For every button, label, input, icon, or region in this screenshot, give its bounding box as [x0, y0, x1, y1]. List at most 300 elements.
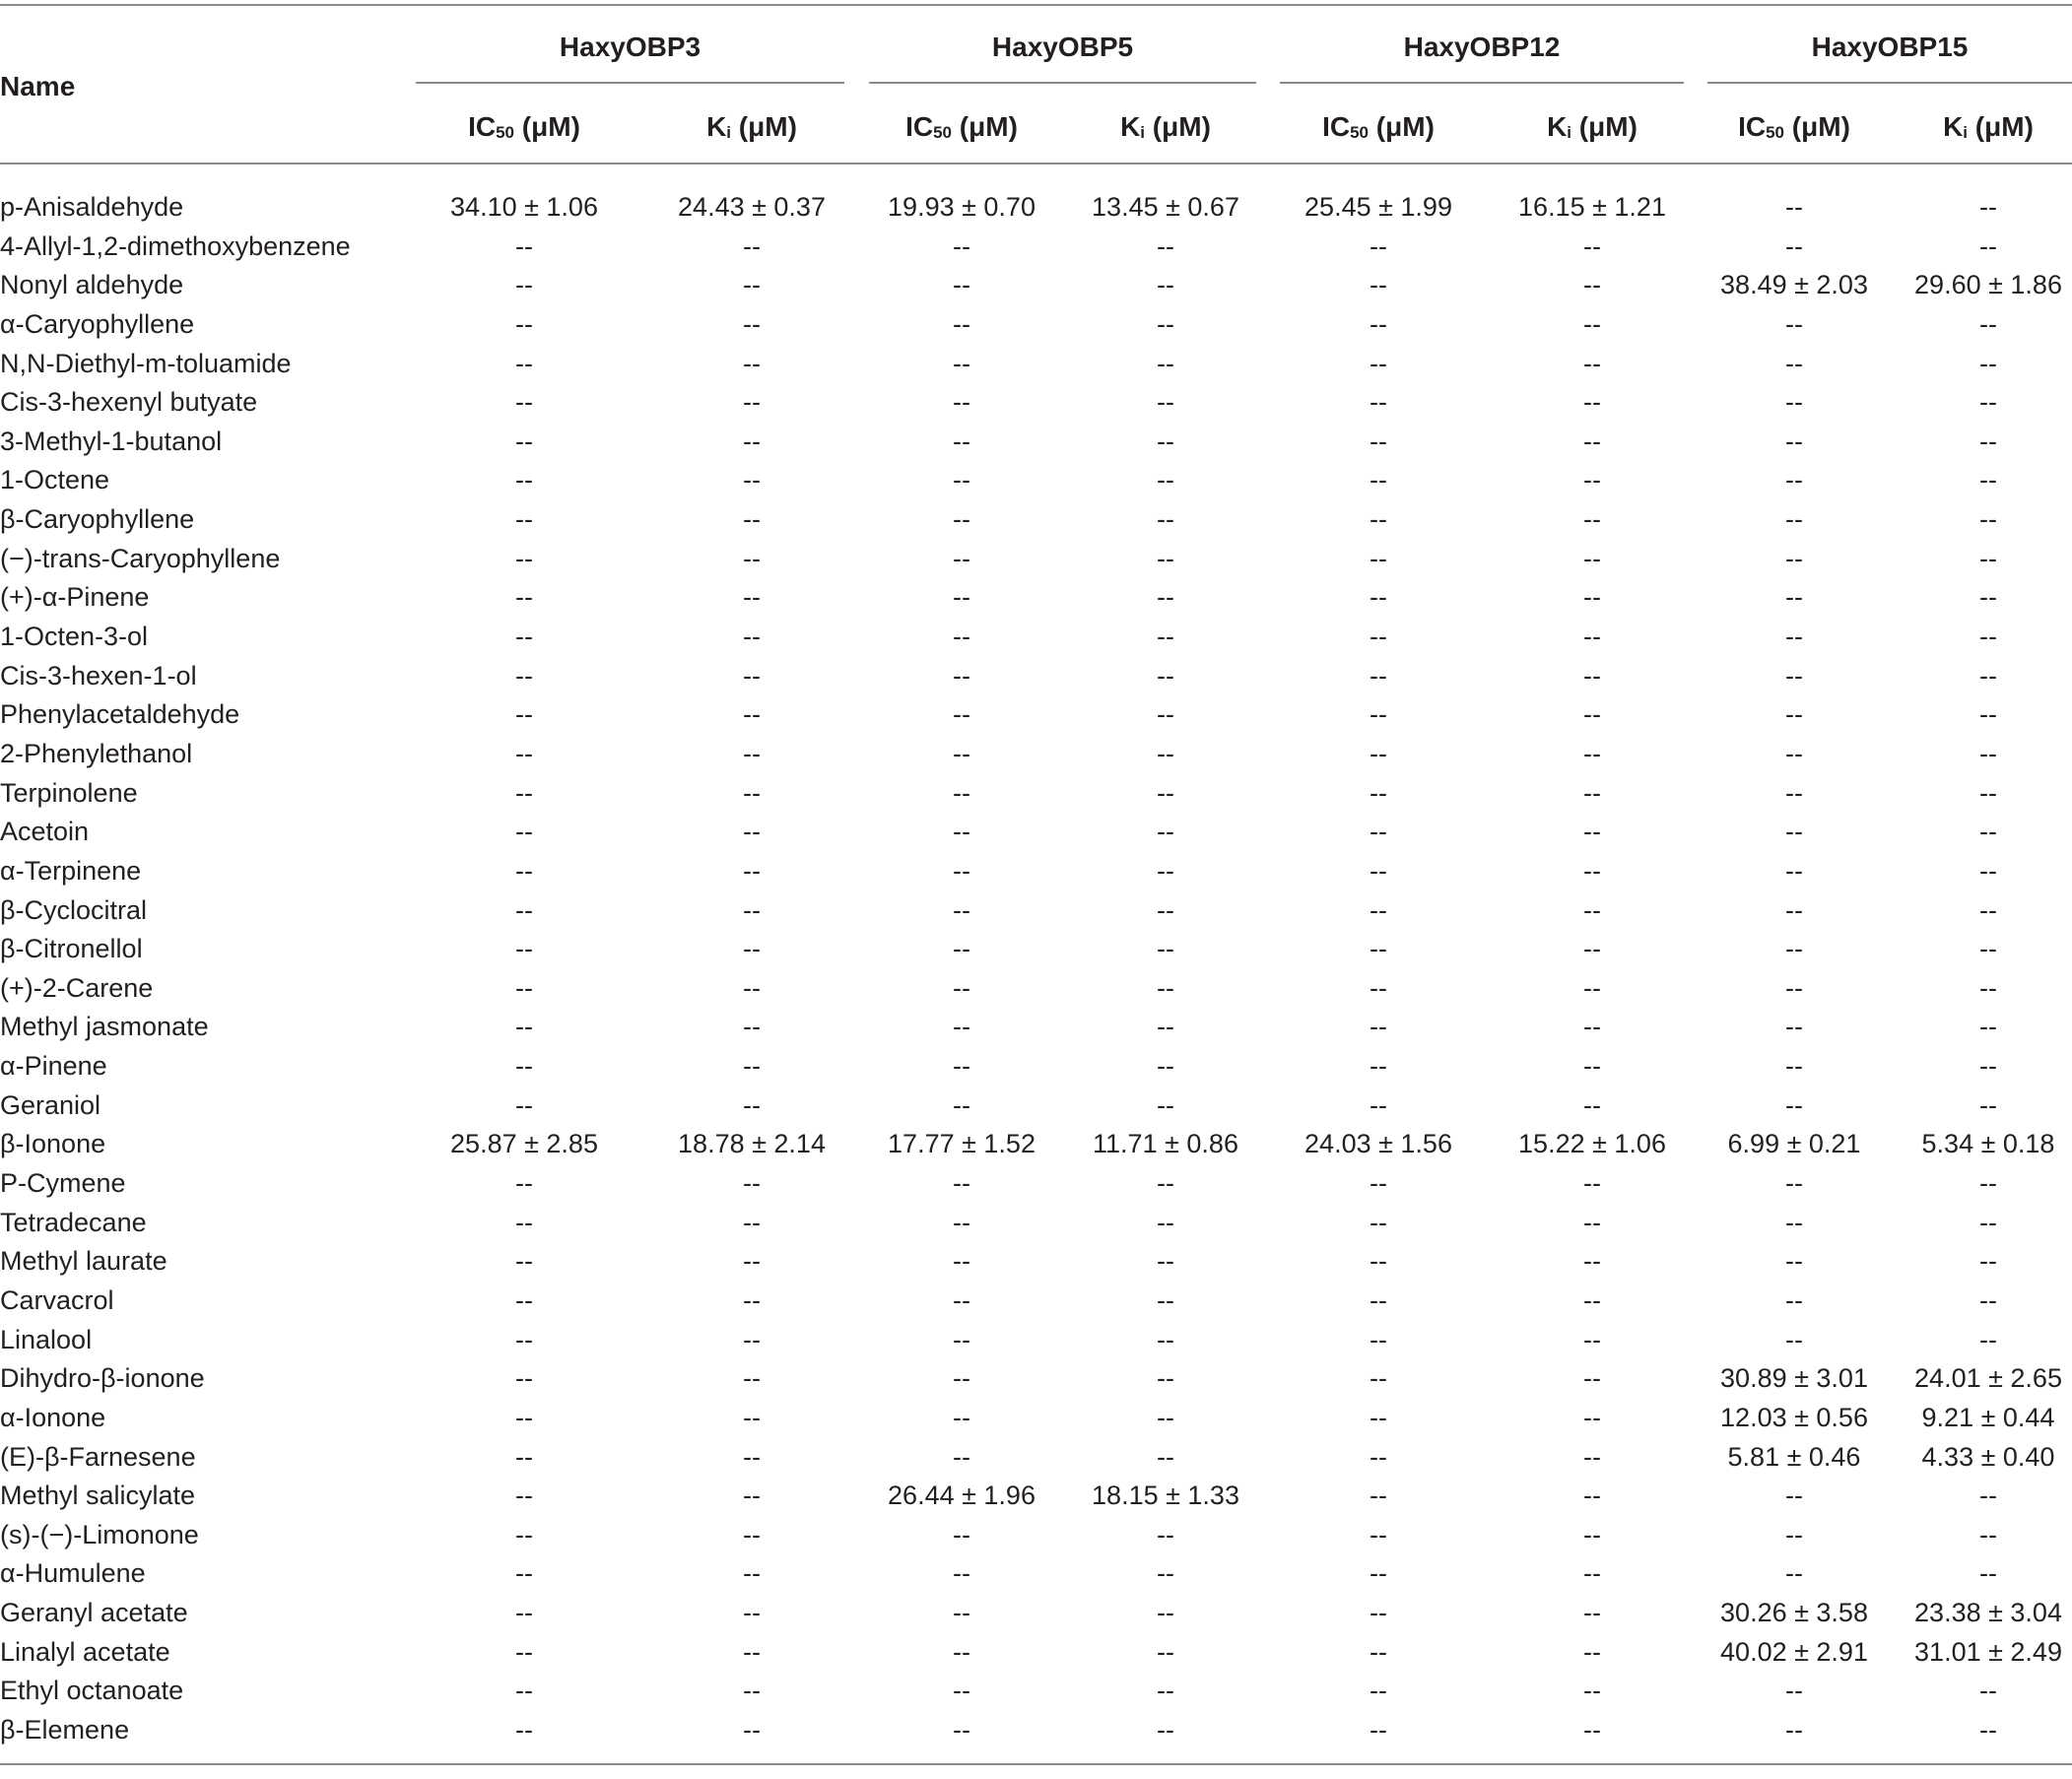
ic50-value: --	[1370, 308, 1387, 339]
ic50-value: --	[1370, 1714, 1387, 1745]
compound-name: Methyl jasmonate	[0, 1012, 209, 1042]
ic50-value: --	[1370, 817, 1387, 847]
ki-value: --	[743, 817, 761, 847]
ki-value: --	[1583, 582, 1601, 613]
ic50-value: --	[1785, 1676, 1803, 1706]
ic50-value: --	[953, 1636, 970, 1667]
ic50-value: --	[1785, 622, 1803, 652]
ic50-value: --	[515, 1168, 533, 1199]
ic50-value: --	[515, 1012, 533, 1042]
ki-value: --	[1157, 1598, 1174, 1628]
header-bottom-rule	[0, 163, 2072, 165]
ki-value: --	[743, 622, 761, 652]
ic50-value: --	[1370, 777, 1387, 808]
ic50-value: --	[953, 1519, 970, 1549]
ki-value: --	[1979, 1285, 1997, 1315]
ic50-value: --	[1785, 543, 1803, 573]
ki-value: --	[1157, 934, 1174, 964]
ki-value: --	[743, 1519, 761, 1549]
ic50-value: --	[953, 465, 970, 495]
table-row	[0, 266, 2072, 305]
ic50-value: --	[1785, 231, 1803, 261]
ic50-value: --	[515, 1519, 533, 1549]
compound-name: α-Ionone	[0, 1402, 106, 1432]
ki-value: --	[1583, 1089, 1601, 1120]
ki-value: --	[1583, 270, 1601, 300]
ic50-value: --	[1785, 1558, 1803, 1589]
ki-value: --	[743, 1363, 761, 1394]
ic50-value: --	[1785, 1168, 1803, 1199]
ki-value: --	[743, 1324, 761, 1354]
ic50-value: --	[1370, 387, 1387, 418]
ic50-value: --	[953, 348, 970, 378]
compound-name: α-Pinene	[0, 1051, 107, 1082]
ki-value: --	[1157, 972, 1174, 1003]
ki-value: --	[743, 934, 761, 964]
table-row	[0, 969, 2072, 1009]
ki-value: --	[1979, 543, 1997, 573]
ic50-value: 24.03 ± 1.56	[1304, 1129, 1452, 1159]
ki-value: --	[1583, 1481, 1601, 1511]
ki-value: --	[1157, 1676, 1174, 1706]
ki-value: --	[1583, 934, 1601, 964]
ki-value: --	[1583, 1402, 1601, 1432]
ki-value: --	[1583, 348, 1601, 378]
table-row	[0, 1633, 2072, 1673]
ki-value: --	[743, 270, 761, 300]
ic50-value: --	[1785, 1012, 1803, 1042]
ki-value: --	[1583, 1051, 1601, 1082]
ki-value: --	[743, 972, 761, 1003]
ic50-value: --	[515, 1676, 533, 1706]
ki-value: --	[1157, 1012, 1174, 1042]
table-row	[0, 774, 2072, 814]
ki-value: --	[1157, 855, 1174, 886]
ki-value: --	[1157, 1051, 1174, 1082]
ki-value: --	[743, 1089, 761, 1120]
compound-name: Cis-3-hexen-1-ol	[0, 660, 197, 691]
ic50-value: --	[1370, 934, 1387, 964]
ic50-value: --	[953, 894, 970, 925]
table-row	[0, 500, 2072, 540]
table-body	[0, 188, 2072, 1750]
compound-name: Nonyl aldehyde	[0, 270, 184, 300]
table-row	[0, 1672, 2072, 1711]
ki-value: --	[743, 1285, 761, 1315]
ic50-value: 38.49 ± 2.03	[1720, 270, 1868, 300]
compound-name: β-Cyclocitral	[0, 894, 148, 925]
ic50-value: --	[515, 582, 533, 613]
ic50-value: 30.89 ± 3.01	[1720, 1363, 1868, 1394]
ki-value: --	[1157, 504, 1174, 535]
ic50-value: --	[953, 622, 970, 652]
ki-value: --	[1157, 348, 1174, 378]
ic50-value: --	[515, 622, 533, 652]
compound-name: Geraniol	[0, 1089, 101, 1120]
ki-value: --	[1583, 1246, 1601, 1277]
ki-value: --	[743, 1246, 761, 1277]
ic50-value: --	[953, 1246, 970, 1277]
compound-name: Linalool	[0, 1324, 93, 1354]
group-rule-haxyobp12	[1280, 82, 1684, 84]
ic50-value: --	[515, 1714, 533, 1745]
ki-value: --	[743, 348, 761, 378]
ic50-value: --	[1370, 1051, 1387, 1082]
ki-value: --	[1979, 972, 1997, 1003]
ic50-value: --	[1785, 348, 1803, 378]
ki-value: --	[1157, 1324, 1174, 1354]
ic50-value: --	[515, 1558, 533, 1589]
group-header-haxyobp5: HaxyOBP5	[991, 32, 1134, 62]
ic50-value: --	[953, 1324, 970, 1354]
ki-value: --	[1157, 777, 1174, 808]
ki-value: --	[1157, 699, 1174, 730]
compound-name: Ethyl octanoate	[0, 1676, 184, 1706]
ic50-value: --	[1370, 1012, 1387, 1042]
ki-value: --	[1979, 1246, 1997, 1277]
ic50-value: --	[953, 504, 970, 535]
ic50-value: --	[1785, 660, 1803, 691]
ki-value: --	[1583, 1636, 1601, 1667]
ic50-value: --	[953, 1714, 970, 1745]
compound-name: α-Terpinene	[0, 855, 142, 886]
table-row	[0, 1399, 2072, 1438]
ic50-value: --	[1785, 1324, 1803, 1354]
ic50-value: --	[515, 231, 533, 261]
ic50-value: --	[1370, 1402, 1387, 1432]
table-row	[0, 423, 2072, 462]
ic50-value: 30.26 ± 3.58	[1720, 1598, 1868, 1628]
ki-value: --	[1157, 1207, 1174, 1237]
table-row	[0, 1554, 2072, 1594]
compound-name: β-Ionone	[0, 1129, 106, 1159]
ki-value: --	[1583, 231, 1601, 261]
ki-value: --	[743, 777, 761, 808]
ic50-value: --	[953, 1285, 970, 1315]
ic50-value: --	[1370, 1598, 1387, 1628]
ic50-value: --	[515, 1598, 533, 1628]
ic50-value: --	[1370, 738, 1387, 768]
ki-value: --	[1157, 1441, 1174, 1472]
table-row	[0, 1008, 2072, 1047]
table-row	[0, 578, 2072, 618]
ic50-value: --	[1785, 934, 1803, 964]
table-row	[0, 228, 2072, 267]
ic50-value: --	[953, 972, 970, 1003]
ic50-value: --	[515, 543, 533, 573]
ki-value: --	[743, 660, 761, 691]
ki-value: --	[743, 231, 761, 261]
ic50-value: --	[515, 1441, 533, 1472]
ki-value: --	[743, 1207, 761, 1237]
ic50-value: --	[515, 1207, 533, 1237]
compound-name: (E)-β-Farnesene	[0, 1441, 196, 1472]
compound-name: Cis-3-hexenyl butyate	[0, 387, 258, 418]
table-row	[0, 1047, 2072, 1087]
compound-name: (−)-trans-Caryophyllene	[0, 543, 281, 573]
ki-value: --	[743, 1168, 761, 1199]
ki-value: --	[1583, 1676, 1601, 1706]
table-row	[0, 930, 2072, 969]
ic50-value: 17.77 ± 1.52	[888, 1129, 1036, 1159]
ic50-value: 5.81 ± 0.46	[1727, 1441, 1861, 1472]
ic50-value: --	[515, 1481, 533, 1511]
ki-value: 4.33 ± 0.40	[1921, 1441, 2055, 1472]
ic50-header: $IC_{50}$ (μM)	[468, 111, 580, 142]
ki-value: --	[1979, 308, 1997, 339]
ic50-value: --	[1785, 1246, 1803, 1277]
compound-name: Linalyl acetate	[0, 1636, 170, 1667]
ic50-value: --	[1370, 1168, 1387, 1199]
ki-value: --	[743, 1481, 761, 1511]
ki-value: --	[743, 855, 761, 886]
ki-value: --	[1979, 1558, 1997, 1589]
ic50-value: --	[1785, 855, 1803, 886]
ic50-value: --	[1785, 465, 1803, 495]
ki-value: --	[1157, 1363, 1174, 1394]
ki-value: --	[1979, 426, 1997, 456]
ic50-value: --	[515, 1246, 533, 1277]
table-row	[0, 813, 2072, 852]
ic50-value: --	[953, 270, 970, 300]
compound-name: Tetradecane	[0, 1207, 147, 1237]
ic50-value: --	[1785, 426, 1803, 456]
ic50-value: --	[1370, 699, 1387, 730]
ic50-value: 19.93 ± 0.70	[888, 192, 1036, 222]
ki-value: --	[743, 543, 761, 573]
ic50-value: --	[1370, 622, 1387, 652]
ki-value: --	[1583, 1168, 1601, 1199]
ic50-value: --	[515, 817, 533, 847]
ki-value: --	[743, 1402, 761, 1432]
compound-name: Acetoin	[0, 817, 90, 847]
ic50-value: --	[515, 699, 533, 730]
ic50-value: 34.10 ± 1.06	[450, 192, 598, 222]
ic50-value: --	[515, 660, 533, 691]
table-bottom-rule	[0, 1763, 2072, 1765]
ki-value: --	[1583, 660, 1601, 691]
ic50-value: --	[953, 1363, 970, 1394]
ki-value: --	[743, 1598, 761, 1628]
ki-value: --	[1979, 660, 1997, 691]
ki-value: --	[743, 465, 761, 495]
ki-value: --	[1157, 543, 1174, 573]
ic50-value: --	[1370, 231, 1387, 261]
ki-value: 18.15 ± 1.33	[1092, 1481, 1239, 1511]
ic50-value: --	[515, 465, 533, 495]
table-row	[0, 188, 2072, 228]
compound-name: Carvacrol	[0, 1285, 114, 1315]
ki-value: --	[1583, 543, 1601, 573]
ki-value: --	[1157, 1636, 1174, 1667]
table-row	[0, 1711, 2072, 1750]
ic50-value: --	[1785, 894, 1803, 925]
ki-value: --	[1583, 1519, 1601, 1549]
ic50-value: --	[1370, 1558, 1387, 1589]
ic50-value: --	[953, 1558, 970, 1589]
compound-name: (+)-2-Carene	[0, 972, 154, 1003]
ki-value: --	[743, 894, 761, 925]
table-row	[0, 540, 2072, 579]
ki-value: --	[1583, 1324, 1601, 1354]
ic50-value: --	[1785, 504, 1803, 535]
ic50-value: --	[953, 1441, 970, 1472]
ic50-value: --	[1370, 894, 1387, 925]
ki-value: --	[1583, 1012, 1601, 1042]
ki-value: --	[743, 738, 761, 768]
compound-name: Dihydro-β-ionone	[0, 1363, 205, 1394]
ki-value: --	[1583, 504, 1601, 535]
ki-value: --	[743, 1558, 761, 1589]
ic50-value: --	[515, 270, 533, 300]
ki-value: --	[1583, 1558, 1601, 1589]
ki-value: --	[1583, 972, 1601, 1003]
ki-value: --	[1583, 622, 1601, 652]
ic50-value: --	[1370, 855, 1387, 886]
ki-value: --	[1979, 1089, 1997, 1120]
ic50-value: --	[515, 894, 533, 925]
ic50-value: --	[1785, 738, 1803, 768]
ki-value: --	[743, 1714, 761, 1745]
ki-value: --	[1583, 426, 1601, 456]
ki-value: 31.01 ± 2.49	[1914, 1636, 2062, 1667]
ic50-value: --	[515, 738, 533, 768]
ic50-value: 6.99 ± 0.21	[1727, 1129, 1861, 1159]
ki-value: --	[1979, 777, 1997, 808]
ki-value: --	[1583, 1363, 1601, 1394]
ic50-header: $IC_{50}$ (μM)	[1738, 111, 1850, 142]
compound-name: N,N-Diethyl-m-toluamide	[0, 348, 292, 378]
ic50-value: --	[515, 426, 533, 456]
ic50-value: --	[515, 1089, 533, 1120]
ic50-value: 25.87 ± 2.85	[450, 1129, 598, 1159]
ic50-value: --	[953, 1051, 970, 1082]
table-row	[0, 618, 2072, 657]
compound-name: 2-Phenylethanol	[0, 738, 193, 768]
ic50-value: --	[515, 855, 533, 886]
group-header-haxyobp3: HaxyOBP3	[559, 32, 702, 62]
table-row	[0, 461, 2072, 500]
ki-value: --	[743, 1676, 761, 1706]
ki-value: 16.15 ± 1.21	[1518, 192, 1666, 222]
ki-value: 5.34 ± 0.18	[1921, 1129, 2055, 1159]
ki-header: $K_i$ (μM)	[706, 111, 797, 142]
ic50-value: --	[1785, 1207, 1803, 1237]
ki-value: --	[1583, 465, 1601, 495]
ki-value: --	[743, 1051, 761, 1082]
ic50-value: --	[953, 699, 970, 730]
group-rule-haxyobp5	[869, 82, 1256, 84]
ki-header: $K_i$ (μM)	[1547, 111, 1638, 142]
ki-value: --	[1583, 777, 1601, 808]
ic50-value: --	[1370, 426, 1387, 456]
compound-name: Phenylacetaldehyde	[0, 699, 240, 730]
ic50-value: --	[1785, 582, 1803, 613]
ic50-value: --	[953, 1402, 970, 1432]
ic50-value: --	[1370, 1207, 1387, 1237]
ic50-value: --	[953, 1012, 970, 1042]
table-top-rule	[0, 4, 2072, 6]
ic50-value: 26.44 ± 1.96	[888, 1481, 1036, 1511]
ki-value: --	[1583, 817, 1601, 847]
ki-value: --	[1583, 855, 1601, 886]
ki-value: --	[743, 699, 761, 730]
table-row	[0, 695, 2072, 735]
ki-value: --	[1583, 1598, 1601, 1628]
compound-name: (+)-α-Pinene	[0, 582, 150, 613]
ki-value: --	[1157, 894, 1174, 925]
ki-value: --	[1157, 1168, 1174, 1199]
table-row	[0, 383, 2072, 423]
ki-value: 9.21 ± 0.44	[1921, 1402, 2055, 1432]
ki-value: --	[1583, 699, 1601, 730]
ic50-value: --	[515, 777, 533, 808]
ic50-value: --	[1785, 1089, 1803, 1120]
ic50-value: --	[953, 817, 970, 847]
ic50-value: --	[1785, 1519, 1803, 1549]
ki-value: --	[743, 1636, 761, 1667]
ki-value: --	[1979, 1168, 1997, 1199]
ic50-value: --	[953, 1168, 970, 1199]
ic50-value: --	[1370, 465, 1387, 495]
ki-value: --	[1157, 1246, 1174, 1277]
ic50-header: $IC_{50}$ (μM)	[905, 111, 1018, 142]
ic50-value: --	[953, 1598, 970, 1628]
ki-value: --	[1979, 1481, 1997, 1511]
compound-name: β-Citronellol	[0, 934, 143, 964]
ic50-value: 40.02 ± 2.91	[1720, 1636, 1868, 1667]
ki-value: --	[743, 426, 761, 456]
ic50-value: --	[1370, 1363, 1387, 1394]
ic50-value: --	[1785, 1285, 1803, 1315]
ic50-value: --	[1370, 504, 1387, 535]
ki-value: --	[743, 582, 761, 613]
ki-value: --	[743, 1012, 761, 1042]
table-row	[0, 1359, 2072, 1399]
group-rule-haxyobp3	[416, 82, 844, 84]
ic50-value: --	[515, 1285, 533, 1315]
ki-value: --	[1583, 1285, 1601, 1315]
table-row	[0, 1087, 2072, 1126]
ki-value: --	[1583, 1714, 1601, 1745]
ic50-value: --	[1370, 1676, 1387, 1706]
ki-value: --	[1979, 817, 1997, 847]
ic50-value: --	[1370, 1519, 1387, 1549]
ki-value: 24.43 ± 0.37	[678, 192, 826, 222]
ki-value: --	[1157, 308, 1174, 339]
ic50-header: $IC_{50}$ (μM)	[1322, 111, 1435, 142]
ic50-value: --	[953, 934, 970, 964]
ki-value: --	[1979, 231, 1997, 261]
table-row	[0, 1594, 2072, 1633]
ki-header: $K_i$ (μM)	[1943, 111, 2034, 142]
ki-value: --	[1157, 817, 1174, 847]
ki-value: 24.01 ± 2.65	[1914, 1363, 2062, 1394]
ic50-value: --	[1370, 1636, 1387, 1667]
ki-value: 13.45 ± 0.67	[1092, 192, 1239, 222]
ki-value: --	[1979, 1714, 1997, 1745]
table-row	[0, 891, 2072, 931]
ki-value: --	[1157, 1519, 1174, 1549]
ki-value: --	[1157, 738, 1174, 768]
table-row	[0, 305, 2072, 345]
table-row	[0, 1321, 2072, 1360]
table-row	[0, 1516, 2072, 1555]
ic50-value: --	[953, 738, 970, 768]
ic50-value: --	[953, 1207, 970, 1237]
compound-name: β-Elemene	[0, 1714, 130, 1745]
compound-name: β-Caryophyllene	[0, 504, 195, 535]
